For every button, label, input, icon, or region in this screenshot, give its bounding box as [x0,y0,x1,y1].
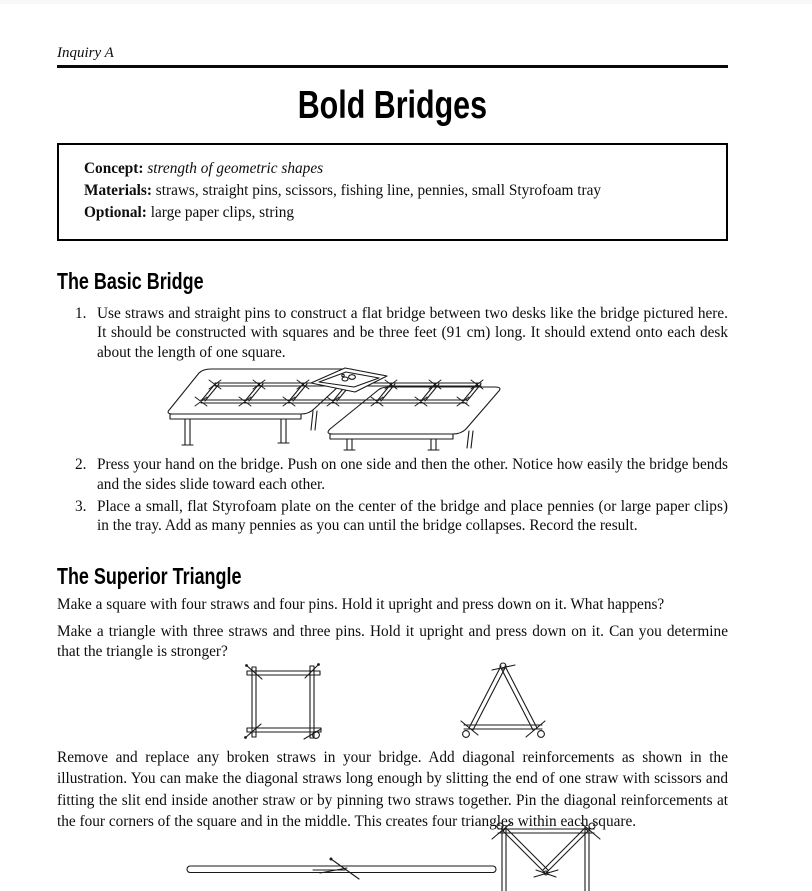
step-text: Press your hand on the bridge. Push on one side and then the other. Notice how easily the bridge bends and the sides slide toward each other. [97,456,728,493]
running-head: Inquiry A [57,45,114,61]
materials-label: Materials: [84,182,152,199]
step-text: Use straws and straight pins to construct a flat bridge between two desks like the bridge pictured here. It should be constructed with squares and be three feet (91 cm) long. It should extend onto each desk about the length of one square. [97,305,728,361]
concept-box [57,143,728,241]
section-heading-superior-triangle [57,563,728,590]
section-heading-basic-bridge [57,268,728,295]
step-number: 1. [75,305,87,322]
concept-row [84,158,716,180]
materials-value: straws, straight pins, scissors, fishing line, pennies, small Styrofoam tray [155,182,602,199]
page-top-edge [0,0,812,4]
step-number: 2. [75,456,87,474]
reinforced-square-illustration [490,819,602,891]
shapes-figure-row [57,662,728,740]
concept-label: Concept: [84,160,144,177]
straw-bridge-illustration [163,358,728,451]
concept-value: strength of geometric shapes [147,160,324,177]
joined-straws-illustration [185,855,499,881]
superior-triangle-heading-text: The Superior Triangle [57,562,242,589]
straw-triangle-illustration [457,662,549,740]
step-item-3 [57,497,728,536]
optional-row [84,202,716,224]
title-wrap [57,84,728,130]
square-paragraph: Make a square with four straws and four pins. Hold it upright and press down on it. What happens? [57,595,665,613]
triangle-paragraph: Make a triangle with three straws and three pins. Hold it upright and press down on it. Can you determine that the triangle is stronger? [57,623,728,660]
optional-value: large paper clips, string [150,204,295,221]
page-title: Bold Bridges [297,84,488,127]
straw-square-illustration [243,662,323,740]
step-text: Place a small, flat Styrofoam plate on the center of the bridge and place pennies (or large paper clips) in the tray. Add as many pennies as you can until the bridge collapses. Record the result. [97,498,728,535]
step-item-1 [57,304,728,362]
materials-row [84,180,716,202]
bottom-figure-row [57,819,728,891]
basic-bridge-heading-text: The Basic Bridge [57,268,204,294]
header-rule [57,65,728,68]
optional-label: Optional: [84,204,147,221]
reinforcement-paragraph: Remove and replace any broken straws in your bridge. Add diagonal reinforcements as shown in the illustration. You can make the diagonal straws long enough by slitting the end of one straw with scissors and fitting the slit end inside another straw or by pinning two straws together. Pin the diagonal reinforcements at the four corners of the square and in the middle. This creates four triangles within each square. [57,749,728,831]
step-item-2 [57,455,728,494]
step-number: 3. [75,498,87,516]
